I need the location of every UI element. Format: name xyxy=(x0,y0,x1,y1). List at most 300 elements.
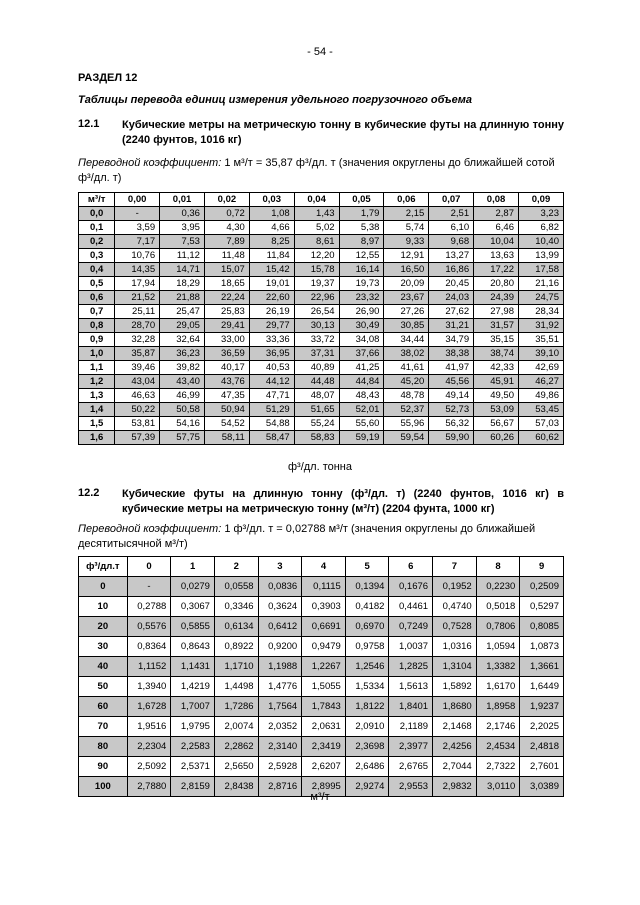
table-cell: 55,24 xyxy=(294,417,339,431)
row-header: 0,5 xyxy=(79,277,115,291)
table-cell: 42,33 xyxy=(474,361,519,375)
table-cell: 17,94 xyxy=(115,277,160,291)
column-header: 4 xyxy=(302,557,346,577)
table-cell: 32,64 xyxy=(160,333,205,347)
table-cell: 41,25 xyxy=(339,361,384,375)
table-cell: 58,83 xyxy=(294,431,339,445)
table-cell: 0,1676 xyxy=(389,577,433,597)
table-cell: 21,88 xyxy=(160,291,205,305)
table-cell: 12,20 xyxy=(294,249,339,263)
table-cell: 28,70 xyxy=(115,319,160,333)
table-cell: 0,36 xyxy=(160,207,205,221)
table-cell: 4,30 xyxy=(204,221,249,235)
table-cell: 1,3661 xyxy=(520,657,564,677)
table-cell: 5,02 xyxy=(294,221,339,235)
table-cell: 1,8122 xyxy=(345,697,389,717)
column-header: 1 xyxy=(171,557,215,577)
table-cell: 36,23 xyxy=(160,347,205,361)
table-cell: 1,5334 xyxy=(345,677,389,697)
table-cell: 1,9795 xyxy=(171,717,215,737)
section-title: РАЗДЕЛ 12 xyxy=(78,72,138,84)
table-cell: 1,5055 xyxy=(302,677,346,697)
table-cell: 13,27 xyxy=(429,249,474,263)
table-cell: 54,52 xyxy=(204,417,249,431)
table-cell: 15,07 xyxy=(204,263,249,277)
table-cell: 19,37 xyxy=(294,277,339,291)
table-cell: 1,6449 xyxy=(520,677,564,697)
table-cell: 45,20 xyxy=(384,375,429,389)
table-cell: 13,63 xyxy=(474,249,519,263)
table-cell: 0,8364 xyxy=(127,637,171,657)
table-cell: 0,4182 xyxy=(345,597,389,617)
table-cell: 1,3940 xyxy=(127,677,171,697)
table-row xyxy=(79,717,564,737)
table-cell: 57,39 xyxy=(115,431,160,445)
table-cell: 0,3903 xyxy=(302,597,346,617)
table-cell: 2,9274 xyxy=(345,777,389,797)
row-header: 1,5 xyxy=(79,417,115,431)
column-header: 9 xyxy=(520,557,564,577)
table-cell: 2,1746 xyxy=(476,717,520,737)
table-cell: 19,73 xyxy=(339,277,384,291)
table-row xyxy=(79,347,564,361)
table-cell: 35,51 xyxy=(518,333,563,347)
table-cell: 34,44 xyxy=(384,333,429,347)
table-cell: 0,5018 xyxy=(476,597,520,617)
table-cell: 43,04 xyxy=(115,375,160,389)
row-header: 60 xyxy=(79,697,128,717)
table-cell: 1,8401 xyxy=(389,697,433,717)
table-cell: 35,87 xyxy=(115,347,160,361)
row-header: 70 xyxy=(79,717,128,737)
table-cell: 16,14 xyxy=(339,263,384,277)
table-cell: 45,56 xyxy=(429,375,474,389)
column-header: 2 xyxy=(214,557,258,577)
table-cell: 2,2025 xyxy=(520,717,564,737)
table-cell: 46,63 xyxy=(115,389,160,403)
table-cell: 38,02 xyxy=(384,347,429,361)
table-cell: 3,0110 xyxy=(476,777,520,797)
table-cell: 53,45 xyxy=(518,403,563,417)
table-cell: 44,48 xyxy=(294,375,339,389)
table-cell: 33,72 xyxy=(294,333,339,347)
table-cell: 26,19 xyxy=(249,305,294,319)
table-cell: 1,3104 xyxy=(433,657,477,677)
table-cell: 29,05 xyxy=(160,319,205,333)
table-cell: 25,47 xyxy=(160,305,205,319)
row-header: 0,9 xyxy=(79,333,115,347)
table-cell: 35,15 xyxy=(474,333,519,347)
table-cell: 0,5855 xyxy=(171,617,215,637)
table-cell: 0,9479 xyxy=(302,637,346,657)
table-cell: 24,03 xyxy=(429,291,474,305)
table-cell: 48,78 xyxy=(384,389,429,403)
table-cell: 40,53 xyxy=(249,361,294,375)
row-header: 1,1 xyxy=(79,361,115,375)
table-cell: 15,78 xyxy=(294,263,339,277)
table-cell: 0,7806 xyxy=(476,617,520,637)
table-cell: 0,6412 xyxy=(258,617,302,637)
table-cell: 9,68 xyxy=(429,235,474,249)
table-cell: 2,7044 xyxy=(433,757,477,777)
table-cell: 18,65 xyxy=(204,277,249,291)
table-cell: 0,1115 xyxy=(302,577,346,597)
table-cell: 49,50 xyxy=(474,389,519,403)
table-cell: 58,47 xyxy=(249,431,294,445)
table-row xyxy=(79,221,564,235)
table-cell: 31,92 xyxy=(518,319,563,333)
table-cell: 60,62 xyxy=(518,431,563,445)
table-cell: 32,28 xyxy=(115,333,160,347)
table-cell: 14,71 xyxy=(160,263,205,277)
table-cell: 1,9237 xyxy=(520,697,564,717)
table-row xyxy=(79,207,564,221)
table-cell: 59,90 xyxy=(429,431,474,445)
column-header: 0,00 xyxy=(115,193,160,207)
table-cell: 37,31 xyxy=(294,347,339,361)
table-cell: 30,13 xyxy=(294,319,339,333)
table-cell: 16,86 xyxy=(429,263,474,277)
subsection-title-12-1: Кубические метры на метрическую тонну в кубические футы на длинную тонну (2240 фунтов, 1016 кг) xyxy=(122,119,564,146)
table-cell: 41,97 xyxy=(429,361,474,375)
table-cell: 11,48 xyxy=(204,249,249,263)
table-cell: 49,86 xyxy=(518,389,563,403)
row-header: 1,2 xyxy=(79,375,115,389)
table-cell: 0,6134 xyxy=(214,617,258,637)
table-cell: 53,81 xyxy=(115,417,160,431)
table-cell: 36,95 xyxy=(249,347,294,361)
row-header: 0,6 xyxy=(79,291,115,305)
table-cell: 57,03 xyxy=(518,417,563,431)
table-cell: 27,62 xyxy=(429,305,474,319)
page-number: - 54 - xyxy=(307,46,333,58)
table-cell: 2,6207 xyxy=(302,757,346,777)
table-cell: 20,80 xyxy=(474,277,519,291)
table-corner-header: м³/т xyxy=(79,193,115,207)
table-cell: 1,6170 xyxy=(476,677,520,697)
table-cell: 48,43 xyxy=(339,389,384,403)
row-header: 80 xyxy=(79,737,128,757)
table-row xyxy=(79,431,564,445)
column-header: 0,08 xyxy=(474,193,519,207)
row-header: 1,4 xyxy=(79,403,115,417)
table-cell: 30,49 xyxy=(339,319,384,333)
table-cell: 2,3140 xyxy=(258,737,302,757)
table-cell: 19,01 xyxy=(249,277,294,291)
table-cell: 58,11 xyxy=(204,431,249,445)
table-cell: 45,91 xyxy=(474,375,519,389)
row-header: 0,3 xyxy=(79,249,115,263)
table-cell: 2,2862 xyxy=(214,737,258,757)
table-row xyxy=(79,417,564,431)
table-cell: 52,73 xyxy=(429,403,474,417)
table-cell: 56,32 xyxy=(429,417,474,431)
table-cell: 2,1189 xyxy=(389,717,433,737)
row-header: 1,0 xyxy=(79,347,115,361)
table-cell: 13,99 xyxy=(518,249,563,263)
table-cell: 10,40 xyxy=(518,235,563,249)
table-cell: 1,5892 xyxy=(433,677,477,697)
column-header: 0,03 xyxy=(249,193,294,207)
table-cell: 0,6970 xyxy=(345,617,389,637)
conversion-table-ft3lt-to-m3t xyxy=(78,556,564,797)
table-cell: 2,51 xyxy=(429,207,474,221)
table-cell: 1,2546 xyxy=(345,657,389,677)
table-cell: 2,9553 xyxy=(389,777,433,797)
table-cell: 1,1431 xyxy=(171,657,215,677)
conversion-label: Переводной коэффициент: xyxy=(78,523,222,535)
table-row xyxy=(79,305,564,319)
table-cell: 2,7880 xyxy=(127,777,171,797)
table-cell: 2,5928 xyxy=(258,757,302,777)
table-cell: 3,59 xyxy=(115,221,160,235)
table-row xyxy=(79,597,564,617)
table-cell: 0,5576 xyxy=(127,617,171,637)
table-row xyxy=(79,757,564,777)
table-cell: 50,94 xyxy=(204,403,249,417)
table-cell: 38,74 xyxy=(474,347,519,361)
table-cell: 2,1468 xyxy=(433,717,477,737)
subsection-number-12-2: 12.2 xyxy=(78,487,100,499)
table-cell: 36,59 xyxy=(204,347,249,361)
table-cell: 56,67 xyxy=(474,417,519,431)
column-header: 3 xyxy=(258,557,302,577)
table-cell: 5,38 xyxy=(339,221,384,235)
table-cell: 2,15 xyxy=(384,207,429,221)
table-row xyxy=(79,637,564,657)
table-cell: 48,07 xyxy=(294,389,339,403)
row-header: 90 xyxy=(79,757,128,777)
table-cell: 12,91 xyxy=(384,249,429,263)
row-header: 0 xyxy=(79,577,128,597)
table-cell: 0,8922 xyxy=(214,637,258,657)
table-cell: 2,87 xyxy=(474,207,519,221)
table-cell: 27,98 xyxy=(474,305,519,319)
table-cell: 1,1152 xyxy=(127,657,171,677)
table-cell: 1,3382 xyxy=(476,657,520,677)
table-cell: 60,26 xyxy=(474,431,519,445)
table-cell: - xyxy=(115,207,160,221)
table-cell: 50,58 xyxy=(160,403,205,417)
table-cell: 34,08 xyxy=(339,333,384,347)
table-cell: 17,58 xyxy=(518,263,563,277)
table-cell: 51,65 xyxy=(294,403,339,417)
row-header: 40 xyxy=(79,657,128,677)
table-cell: 59,19 xyxy=(339,431,384,445)
table-cell: 26,90 xyxy=(339,305,384,319)
table-cell: 21,16 xyxy=(518,277,563,291)
table-cell: 2,0910 xyxy=(345,717,389,737)
table-cell: 41,61 xyxy=(384,361,429,375)
column-header: 5 xyxy=(345,557,389,577)
table-cell: 27,26 xyxy=(384,305,429,319)
table-cell: 37,66 xyxy=(339,347,384,361)
table-cell: 40,17 xyxy=(204,361,249,375)
table-cell: 54,16 xyxy=(160,417,205,431)
conversion-label: Переводной коэффициент: xyxy=(78,157,222,169)
row-header: 0,7 xyxy=(79,305,115,319)
table-cell: 2,9832 xyxy=(433,777,477,797)
table-cell: 20,09 xyxy=(384,277,429,291)
table-cell: 42,69 xyxy=(518,361,563,375)
table-row xyxy=(79,235,564,249)
table-cell: 22,96 xyxy=(294,291,339,305)
subsection-number-12-1: 12.1 xyxy=(78,118,100,130)
table-cell: 1,0037 xyxy=(389,637,433,657)
table-row xyxy=(79,333,564,347)
table-cell: 23,32 xyxy=(339,291,384,305)
table-cell: 0,8643 xyxy=(171,637,215,657)
table-cell: 3,0389 xyxy=(520,777,564,797)
row-header: 0,4 xyxy=(79,263,115,277)
table-cell: 1,1988 xyxy=(258,657,302,677)
table-cell: 0,7249 xyxy=(389,617,433,637)
table-cell: 0,2788 xyxy=(127,597,171,617)
column-header: 0 xyxy=(127,557,171,577)
row-header: 50 xyxy=(79,677,128,697)
table-unit-label-12-2: м³/т xyxy=(310,791,330,803)
table-cell: 1,0594 xyxy=(476,637,520,657)
table-cell: 2,0631 xyxy=(302,717,346,737)
table-cell: 52,37 xyxy=(384,403,429,417)
table-cell: 14,35 xyxy=(115,263,160,277)
table-cell: 0,9200 xyxy=(258,637,302,657)
table-cell: 25,83 xyxy=(204,305,249,319)
row-header: 100 xyxy=(79,777,128,797)
table-row xyxy=(79,277,564,291)
table-cell: 0,6691 xyxy=(302,617,346,637)
table-cell: 39,46 xyxy=(115,361,160,375)
table-cell: 1,7564 xyxy=(258,697,302,717)
table-cell: 2,2583 xyxy=(171,737,215,757)
table-cell: 6,10 xyxy=(429,221,474,235)
table-row xyxy=(79,737,564,757)
table-row xyxy=(79,291,564,305)
table-cell: 0,3346 xyxy=(214,597,258,617)
table-cell: 24,75 xyxy=(518,291,563,305)
table-row xyxy=(79,319,564,333)
table-cell: 38,38 xyxy=(429,347,474,361)
table-row xyxy=(79,617,564,637)
row-header: 1,3 xyxy=(79,389,115,403)
table-cell: 39,10 xyxy=(518,347,563,361)
table-cell: 2,4534 xyxy=(476,737,520,757)
table-cell: 20,45 xyxy=(429,277,474,291)
table-row xyxy=(79,697,564,717)
table-cell: 51,29 xyxy=(249,403,294,417)
row-header: 20 xyxy=(79,617,128,637)
table-cell: 44,84 xyxy=(339,375,384,389)
table-cell: 7,17 xyxy=(115,235,160,249)
table-cell: 2,7322 xyxy=(476,757,520,777)
table-cell: 59,54 xyxy=(384,431,429,445)
table-cell: 43,40 xyxy=(160,375,205,389)
table-cell: 0,1394 xyxy=(345,577,389,597)
table-cell: 2,0352 xyxy=(258,717,302,737)
table-cell: 2,8716 xyxy=(258,777,302,797)
table-cell: 2,8159 xyxy=(171,777,215,797)
table-cell: 0,1952 xyxy=(433,577,477,597)
table-cell: 1,4219 xyxy=(171,677,215,697)
table-cell: 29,77 xyxy=(249,319,294,333)
table-cell: 16,50 xyxy=(384,263,429,277)
section-subtitle: Таблицы перевода единиц измерения удельного погрузочного объема xyxy=(78,94,473,106)
table-cell: 1,4776 xyxy=(258,677,302,697)
table-cell: 3,95 xyxy=(160,221,205,235)
table-cell: 47,71 xyxy=(249,389,294,403)
table-row xyxy=(79,389,564,403)
table-cell: 2,6486 xyxy=(345,757,389,777)
table-cell: 47,35 xyxy=(204,389,249,403)
table-cell: 52,01 xyxy=(339,403,384,417)
table-cell: 28,34 xyxy=(518,305,563,319)
table-cell: 1,0873 xyxy=(520,637,564,657)
table-cell: 2,4256 xyxy=(433,737,477,757)
table-cell: 0,9758 xyxy=(345,637,389,657)
table-cell: 34,79 xyxy=(429,333,474,347)
table-cell: 22,60 xyxy=(249,291,294,305)
table-cell: 25,11 xyxy=(115,305,160,319)
table-cell: 46,27 xyxy=(518,375,563,389)
table-cell: 2,4818 xyxy=(520,737,564,757)
table-cell: 0,72 xyxy=(204,207,249,221)
row-header: 30 xyxy=(79,637,128,657)
table-cell: 57,75 xyxy=(160,431,205,445)
table-cell: 3,23 xyxy=(518,207,563,221)
row-header: 0,8 xyxy=(79,319,115,333)
table-cell: 1,08 xyxy=(249,207,294,221)
table-cell: 1,2825 xyxy=(389,657,433,677)
table-cell: 55,96 xyxy=(384,417,429,431)
table-cell: 0,7528 xyxy=(433,617,477,637)
row-header: 1,6 xyxy=(79,431,115,445)
table-cell: 2,8995 xyxy=(302,777,346,797)
table-cell: 0,2509 xyxy=(520,577,564,597)
row-header: 10 xyxy=(79,597,128,617)
table-cell: 6,46 xyxy=(474,221,519,235)
table-unit-label-12-1: ф³/дл. тонна xyxy=(287,461,353,473)
column-header: 0,02 xyxy=(204,193,249,207)
table-cell: 26,54 xyxy=(294,305,339,319)
table-cell: 53,09 xyxy=(474,403,519,417)
conversion-note-12-2 xyxy=(78,522,564,552)
table-cell: 1,7843 xyxy=(302,697,346,717)
table-cell: 0,3624 xyxy=(258,597,302,617)
table-cell: 1,0316 xyxy=(433,637,477,657)
table-cell: 43,76 xyxy=(204,375,249,389)
table-row xyxy=(79,263,564,277)
column-header: 6 xyxy=(389,557,433,577)
table-row xyxy=(79,403,564,417)
table-cell: 55,60 xyxy=(339,417,384,431)
conversion-note-12-1 xyxy=(78,156,564,186)
table-cell: 0,4740 xyxy=(433,597,477,617)
table-cell: 40,89 xyxy=(294,361,339,375)
table-cell: 7,89 xyxy=(204,235,249,249)
table-cell: 8,97 xyxy=(339,235,384,249)
table-cell: 23,67 xyxy=(384,291,429,305)
table-cell: 8,61 xyxy=(294,235,339,249)
column-header: 0,07 xyxy=(429,193,474,207)
table-cell: 29,41 xyxy=(204,319,249,333)
table-cell: 50,22 xyxy=(115,403,160,417)
table-row xyxy=(79,375,564,389)
table-cell: 17,22 xyxy=(474,263,519,277)
table-cell: 1,1710 xyxy=(214,657,258,677)
table-cell: 9,33 xyxy=(384,235,429,249)
table-cell: 2,0074 xyxy=(214,717,258,737)
table-cell: 49,14 xyxy=(429,389,474,403)
